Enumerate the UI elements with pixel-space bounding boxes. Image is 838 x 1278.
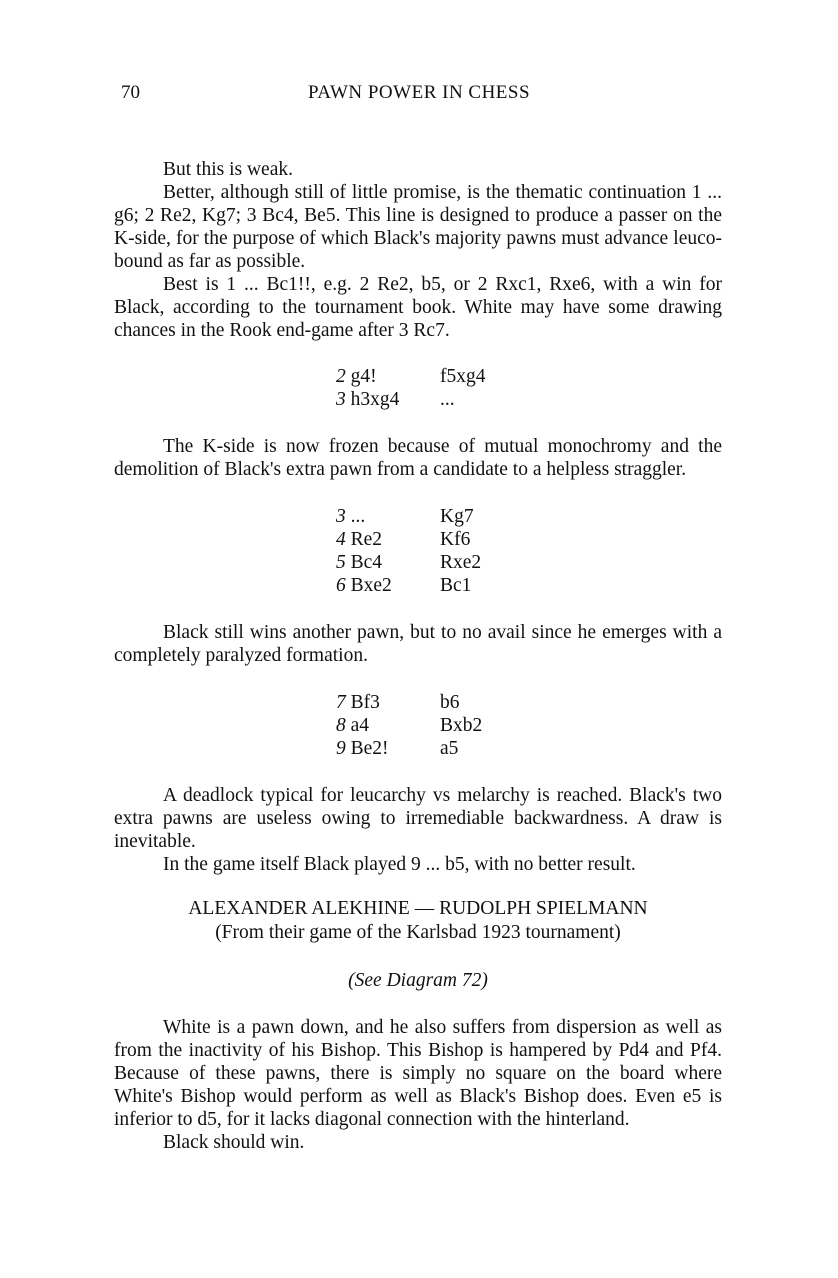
move-list-3 <box>336 691 500 760</box>
move-number: 3 <box>336 389 346 410</box>
paragraph-deadlock: A deadlock typical for leucarchy vs melarchy is reached. Black's two extra pawns are useless owing to irremediable backwardness. A draw is inevitable. <box>114 785 722 852</box>
move-row <box>336 528 500 551</box>
white-move: g4! <box>350 366 377 387</box>
page-body <box>114 158 722 1154</box>
paragraph-weak: But this is weak. <box>163 159 293 180</box>
move-number: 3 <box>336 506 346 527</box>
white-move: Bc4 <box>350 552 383 573</box>
move-list-1 <box>336 365 500 411</box>
black-move: Kf6 <box>440 529 471 550</box>
white-move: Be2! <box>350 738 389 759</box>
move-row <box>336 551 500 574</box>
black-move: a5 <box>440 738 459 759</box>
move-row <box>336 505 500 528</box>
white-move: Bf3 <box>350 692 380 713</box>
paragraph-white-pawn-down: White is a pawn down, and he also suffers from dispersion as well as from the inactivity of his Bishop. This Bishop is hampered by Pd4 and Pf4. Because of these pawns, there is simply no square on the board where White's Bishop would perform as well as Black's Bishop does. Even e5 is inferior to d5, for it lacks diagonal connection with the hinterland. <box>114 1017 722 1130</box>
black-move: ... <box>440 389 455 410</box>
white-move: ... <box>350 506 366 527</box>
paragraph-better: Better, although still of little promise, is the thematic continuation 1 ... g6; 2 Re2, Kg7; 3 Bc4, Be5. This line is designed to produce a passer on the K-side, for the purpose of which Black's majority pawns must advance leuco-bound as far as possible. <box>114 182 722 272</box>
move-number: 5 <box>336 552 346 573</box>
move-row <box>336 365 500 388</box>
black-move: Bc1 <box>440 575 472 596</box>
page-number: 70 <box>121 82 140 103</box>
move-number: 7 <box>336 692 346 713</box>
white-move: h3xg4 <box>350 389 400 410</box>
black-move: Kg7 <box>440 506 474 527</box>
black-move: Bxb2 <box>440 715 483 736</box>
move-row <box>336 691 500 714</box>
move-number: 9 <box>336 738 346 759</box>
paragraph-black-should-win: Black should win. <box>163 1132 305 1153</box>
move-row <box>336 388 500 411</box>
game-event-subheading: (From their game of the Karlsbad 1923 tournament) <box>215 922 621 943</box>
move-row <box>336 714 500 737</box>
paragraph-best: Best is 1 ... Bc1!!, e.g. 2 Re2, b5, or 2 Rxc1, Rxe6, with a win for Black, according to the tournament book. White may have some drawing chances in the Rook end-game after 3 Rc7. <box>114 274 722 341</box>
move-row <box>336 574 500 597</box>
black-move: b6 <box>440 692 460 713</box>
diagram-reference: (See Diagram 72) <box>348 970 488 991</box>
move-row <box>336 737 500 760</box>
running-title: PAWN POWER IN CHESS <box>307 82 531 103</box>
paragraph-another-pawn: Black still wins another pawn, but to no avail since he emerges with a completely paralyzed formation. <box>114 622 722 666</box>
white-move: Bxe2 <box>350 575 392 596</box>
paragraph-kside: The K-side is now frozen because of mutual monochromy and the demolition of Black's extra pawn from a candidate to a helpless straggler. <box>114 436 722 480</box>
move-list-2 <box>336 505 500 597</box>
move-number: 4 <box>336 529 346 550</box>
move-number: 2 <box>336 366 346 387</box>
paragraph-game-itself: In the game itself Black played 9 ... b5, with no better result. <box>163 854 636 875</box>
white-move: Re2 <box>350 529 383 550</box>
game-players-heading: ALEXANDER ALEKHINE — RUDOLPH SPIELMANN <box>188 898 648 919</box>
move-number: 8 <box>336 715 346 736</box>
black-move: f5xg4 <box>440 366 486 387</box>
black-move: Rxe2 <box>440 552 482 573</box>
move-number: 6 <box>336 575 346 596</box>
page-header <box>0 82 838 106</box>
white-move: a4 <box>350 715 370 736</box>
